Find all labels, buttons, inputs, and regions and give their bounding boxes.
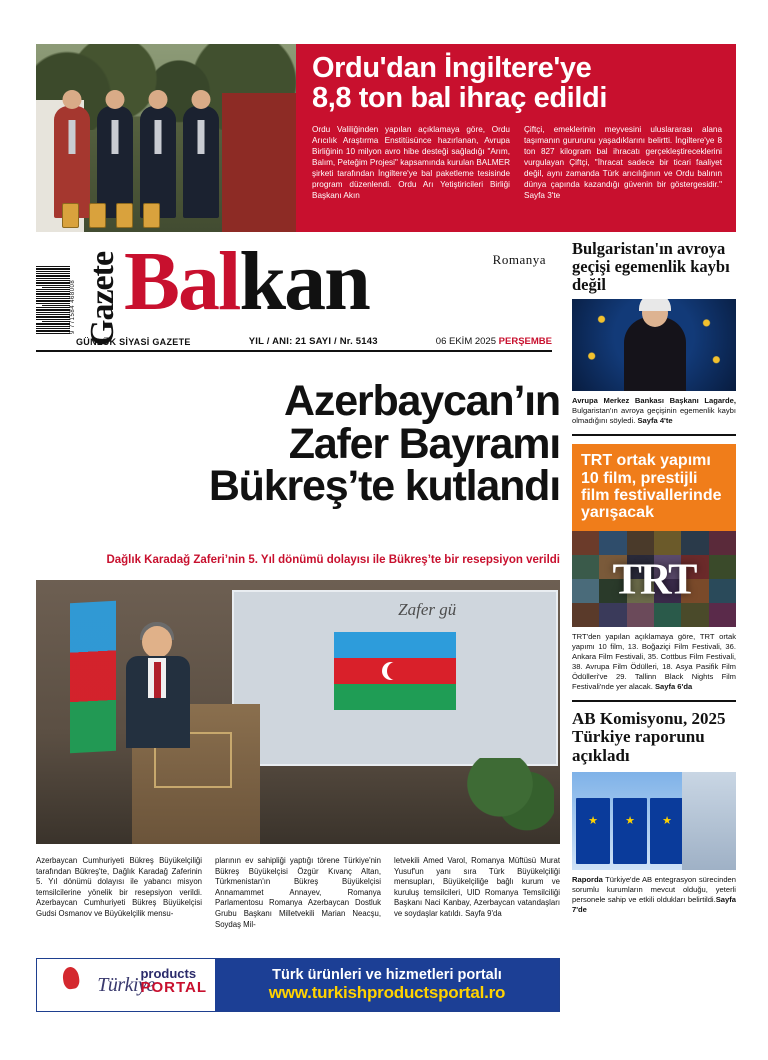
trt-headline-box (572, 444, 736, 530)
ab-caption-lead: Raporda (572, 874, 603, 884)
main-story-photo (36, 580, 560, 844)
bulgaria-headline: Bulgaristan'ın avroya geçişi egemenlik kaybı değil (572, 239, 730, 294)
trt-headline: TRT ortak yapımı 10 film, prestijli film festivallerinde yarışacak (581, 452, 722, 522)
bulgaria-caption-body: Bulgaristan'ın avroya geçişinin egemenlik kaybı olmadığını söyledi. (572, 406, 736, 426)
ad-logo-turkiye: Türkiye (97, 973, 155, 996)
ad-logo (37, 959, 215, 1011)
ab-photo (572, 772, 736, 870)
masthead-gazete-vertical: Gazete (84, 251, 121, 346)
masthead-date: 06 EKİM 2025 (435, 336, 497, 347)
tulip-icon (62, 966, 81, 990)
top-story-column-1: Ordu Valiliğinden yapılan açıklamaya göre, Ordu Arıcılık Araştırma Enstitüsünce hazırlanan, Avrupa Birliğinin 10 milyon avro hibe desteği sağladığı "Arım, Balım, Peteğim Projesi" kapsamında kurulan BALMER şirketi tarafından İngiltere'ye bal paketleme tesisinde program düzenlendi. Ordu Arı Yetiştiricileri Birliği Başkanı Akın (312, 125, 510, 200)
top-story-column-2: Çiftçi, emeklerinin meyvesini uluslararası alana taşımanın gururunu yaşadıklarını belirtti. İngiltere'ye 8 ton 827 kilogram bal ihracatı gerçekleştireceklerini vurgulayan Çiftçi, "İhracat sadece bir ticari faaliyet değil, aynı zamanda Türk arıcılığının ve Ordu balının dünya çapında kazandığı güvenin bir göstergesidir." Sayfa 3'te (524, 125, 722, 200)
main-story-columns (36, 856, 560, 930)
main-subheadline: Dağlık Karadağ Zaferi’nin 5. Yıl dönümü dolayısı ile Bükreş’te bir resepsiyon verildi (106, 554, 560, 566)
sidebar-divider-1 (572, 434, 736, 436)
flag-banner (70, 602, 122, 772)
ad-logo-products: products (140, 966, 197, 981)
ab-headline: AB Komisyonu, 2025 Türkiye raporunu açıkladı (572, 708, 726, 766)
sidebar-item-bulgaria[interactable] (572, 240, 736, 426)
ab-caption-body: Türkiye'de AB entegrasyon sürecinden sorumlu kurumların mevcut olduğu, yeterli personele sahip ve etkili oldukları belirtildi. (572, 874, 736, 904)
azerbaijan-flag-icon (334, 632, 456, 710)
masthead-country: Romanya (492, 252, 546, 267)
sidebar-item-ab[interactable] (572, 710, 736, 915)
main-headline-line2: Zafer Bayramı (288, 419, 560, 468)
main-headline-line1: Azerbaycan’ın (284, 377, 560, 425)
ad-text (215, 959, 559, 1011)
masthead-issue: YIL / ANI: 21 SAYI / Nr. 5143 (248, 336, 378, 347)
photo-screen-text: Zafer gü (398, 600, 457, 619)
masthead-title-part1: Bal (124, 235, 240, 328)
bulgaria-caption (572, 396, 736, 426)
masthead-tagline: GÜNLÜK SİYASİ GAZETE (76, 337, 191, 347)
main-story-column-1: Azerbaycan Cumhuriyeti Bükreş Büyükelçiliği tarafından Bükreş'te, Dağlık Karadağ Zaferinin 5. Yıl dönümü dolayısı ile yabancı misyon temsilcilerine yönelik bir resepsiyon verildi. Azerbaycan Cumhuriyeti Bükreş Büyükelçisi Gudsi Osmanov ve Büyükelçilik mensu- (36, 856, 202, 918)
sidebar-item-trt[interactable] (572, 444, 736, 691)
sidebar (572, 240, 736, 915)
masthead (36, 235, 552, 368)
bulgaria-page-ref: Sayfa 4'te (637, 416, 673, 426)
main-headline-line3: Bükreş’te kutlandı (208, 462, 560, 511)
top-story-headline-line1: Ordu'dan İngiltere'ye (312, 52, 592, 84)
trt-page-ref: Sayfa 6'da (654, 681, 693, 691)
masthead-rule (36, 350, 552, 352)
bulgaria-caption-lead: Avrupa Merkez Bankası Başkanı Lagarde, (572, 396, 736, 406)
bulgaria-photo (572, 299, 736, 391)
masthead-title-part2: kan (239, 235, 369, 328)
main-story-column-3: letvekili Amed Varol, Romanya Müftüsü Murat Yusuf'un yanı sıra Türk Büyükelçiliği mensupları, Büyükelçiliğe bağlı kurum ve kuruluş temsilcileri, UID Romanya Temsilciliği Başkanı Naci Kanbay, Azerbaycan vatandaşları ve soydaşlar katıldı. Sayfa 9'da (394, 856, 560, 918)
trt-logo: TRT (612, 554, 696, 604)
bottom-advertisement[interactable] (36, 958, 560, 1012)
top-story-text (296, 44, 736, 232)
trt-caption (572, 632, 736, 692)
trt-photo (572, 531, 736, 627)
top-story-headline-line2: 8,8 ton bal ihraç edildi (312, 81, 607, 114)
masthead-weekday: PERŞEMBE (498, 336, 552, 347)
barcode-digits: 9 771584 468008 (70, 279, 76, 334)
top-story-banner (36, 44, 736, 232)
top-story-photo (36, 44, 296, 232)
main-headline (36, 377, 560, 511)
sidebar-divider-2 (572, 700, 736, 702)
ad-url[interactable]: www.turkishproductsportal.ro (268, 983, 506, 1002)
speaker-figure (122, 626, 194, 746)
main-story-column-2: plarının ev sahipliği yaptığı törene Türkiye'nin Bükreş Büyükelçisi Özgür Kıvanç Altan, Türkmenistan'ın Bükreş Büyükelçisi Annamammet Annayev, Romanya Parlamentosu Romanya Azerbaycan Dostluk Grubu Başkanı Milletvekili Marian Neacşu, Soydaş Mil- (215, 856, 381, 929)
ab-caption (572, 875, 736, 915)
ad-logo-portal: PORTAL (140, 979, 207, 996)
masthead-title (124, 235, 369, 328)
ab-page-ref: Sayfa 7'de (572, 894, 736, 914)
plant-decoration (464, 758, 554, 844)
ad-line-1: Türk ürünleri ve hizmetleri portalı (272, 967, 502, 983)
trt-caption-body: TRT'den yapılan açıklamaya göre, TRT ortak yapımı 10 film, 13. Boğaziçi Film Festivali, 36. Ankara Film Festivali, 35. Cottbus Film Festivali, 38. Avrupa Film Ödülleri, 18. Asya Pasifik Film Ödülleri've 29. Tallinn Black Nights Film Festivali'nde yer alacak. (572, 631, 736, 691)
